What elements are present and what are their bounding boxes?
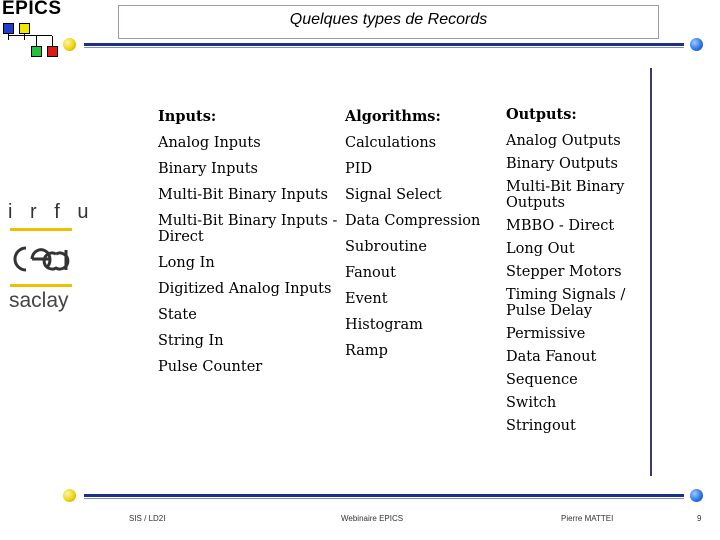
list-item: Data Compression — [345, 213, 481, 229]
list-item: Subroutine — [345, 239, 427, 255]
list-item: Long In — [158, 255, 215, 271]
list-item: Permissive — [506, 326, 586, 342]
list-item: Multi-Bit Binary Inputs - Direct — [158, 213, 338, 245]
list-item: Binary Inputs — [158, 161, 258, 177]
list-item: MBBO - Direct — [506, 218, 615, 234]
list-item: Timing Signals / Pulse Delay — [506, 287, 626, 319]
bottom-rule — [84, 494, 684, 497]
inputs-column — [158, 108, 337, 385]
list-item: Long Out — [506, 241, 575, 257]
inputs-header: Inputs: — [158, 108, 217, 125]
bottom-right-dot — [690, 489, 703, 502]
list-item: Binary Outputs — [506, 156, 618, 172]
list-item: Multi-Bit Binary Inputs — [158, 187, 328, 203]
list-item: PID — [345, 161, 373, 177]
top-rule-thin — [84, 47, 684, 48]
outputs-column — [506, 106, 625, 441]
list-item: Analog Outputs — [506, 133, 621, 149]
list-item: Event — [345, 291, 388, 307]
brand-rule-2 — [10, 284, 72, 287]
list-item: Stringout — [506, 418, 576, 434]
slide-title: Quelques types de Records — [289, 11, 488, 28]
list-item: State — [158, 307, 197, 323]
list-item: Switch — [506, 395, 557, 411]
list-item: Analog Inputs — [158, 135, 261, 151]
right-vertical-rule — [650, 68, 652, 476]
bottom-rule-thin — [84, 498, 684, 499]
list-item: Digitized Analog Inputs — [158, 281, 332, 297]
top-right-dot — [690, 38, 703, 51]
title-box — [118, 5, 659, 39]
list-item: Pulse Counter — [158, 359, 263, 375]
epics-logo-text: EPICS — [2, 0, 62, 19]
outputs-header: Outputs: — [506, 106, 577, 123]
cea-logo — [10, 244, 74, 274]
list-item: Histogram — [345, 317, 423, 333]
brand-rule-1 — [10, 228, 72, 231]
footer-author: Pierre MATTEI — [561, 514, 614, 523]
page-number: 9 — [697, 514, 702, 523]
footer-left: SIS / LD2I — [129, 514, 166, 523]
top-left-dot — [63, 38, 76, 51]
bottom-left-dot — [63, 489, 76, 502]
footer-center: Webinaire EPICS — [341, 514, 404, 523]
list-item: Multi-Bit Binary Outputs — [506, 179, 625, 211]
list-item: String In — [158, 333, 224, 349]
list-item: Fanout — [345, 265, 396, 281]
list-item: Ramp — [345, 343, 388, 359]
list-item: Data Fanout — [506, 349, 597, 365]
list-item: Calculations — [345, 135, 437, 151]
algorithms-header: Algorithms: — [345, 108, 441, 125]
algorithms-column — [345, 108, 480, 369]
list-item: Signal Select — [345, 187, 442, 203]
saclay-text: saclay — [9, 289, 69, 312]
list-item: Stepper Motors — [506, 264, 622, 280]
top-rule — [84, 43, 684, 46]
list-item: Sequence — [506, 372, 578, 388]
irfu-text: i r f u — [8, 201, 95, 223]
